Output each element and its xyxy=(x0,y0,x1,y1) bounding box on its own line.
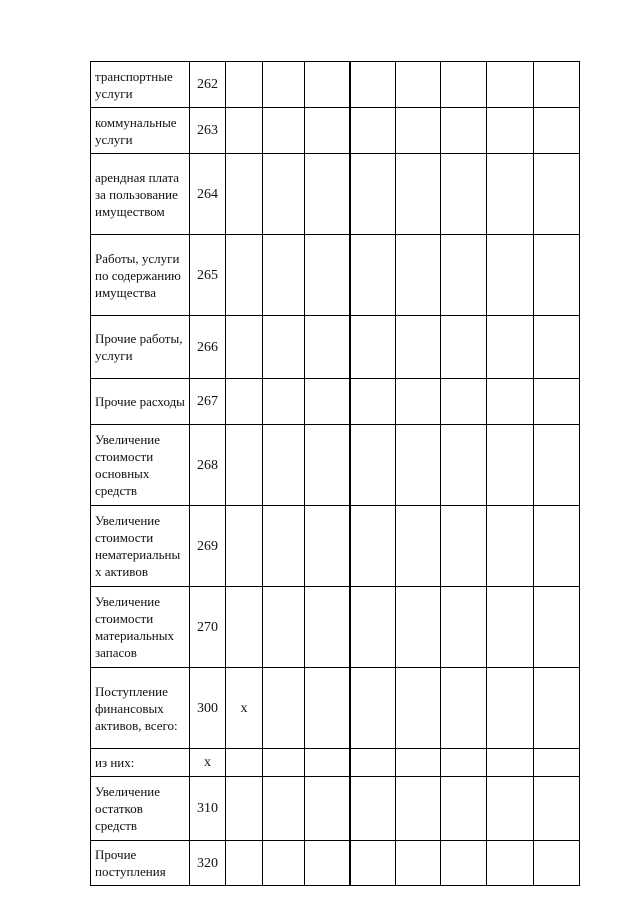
value-cell xyxy=(263,841,305,886)
value-cell xyxy=(441,506,487,587)
row-code-cell: 269 xyxy=(190,506,226,587)
value-cell xyxy=(305,587,350,668)
value-cell xyxy=(487,749,534,777)
value-cell xyxy=(396,587,441,668)
value-cell xyxy=(487,316,534,379)
value-cell xyxy=(441,777,487,841)
table-row xyxy=(91,749,580,777)
value-cell xyxy=(441,62,487,108)
value-cell xyxy=(396,425,441,506)
value-cell xyxy=(305,379,350,425)
value-cell xyxy=(263,668,305,749)
table-row xyxy=(91,316,580,379)
value-cell xyxy=(534,316,580,379)
value-cell xyxy=(263,235,305,316)
value-cell xyxy=(441,235,487,316)
value-cell xyxy=(396,62,441,108)
value-cell xyxy=(263,379,305,425)
value-cell xyxy=(263,62,305,108)
value-cell xyxy=(226,777,263,841)
row-name-cell: Поступление финансовых активов, всего: xyxy=(91,668,190,749)
budget-table xyxy=(90,61,580,886)
value-cell xyxy=(226,379,263,425)
value-cell xyxy=(487,379,534,425)
row-code-cell: 262 xyxy=(190,62,226,108)
table-row xyxy=(91,506,580,587)
value-cell xyxy=(305,777,350,841)
value-cell xyxy=(534,749,580,777)
value-cell xyxy=(226,425,263,506)
table-row xyxy=(91,62,580,108)
value-cell xyxy=(263,108,305,154)
value-cell xyxy=(396,777,441,841)
row-name-cell: коммунальные услуги xyxy=(91,108,190,154)
row-name-cell: Увеличение стоимости материальных запасов xyxy=(91,587,190,668)
value-cell xyxy=(396,154,441,235)
value-cell xyxy=(305,668,350,749)
value-cell xyxy=(350,235,396,316)
value-cell xyxy=(534,587,580,668)
value-cell xyxy=(226,587,263,668)
table-row xyxy=(91,154,580,235)
value-cell xyxy=(487,668,534,749)
value-cell xyxy=(226,108,263,154)
table-row xyxy=(91,235,580,316)
value-cell xyxy=(441,154,487,235)
value-cell xyxy=(305,841,350,886)
value-cell xyxy=(534,425,580,506)
value-cell xyxy=(305,235,350,316)
value-cell xyxy=(350,777,396,841)
value-cell xyxy=(263,749,305,777)
row-code-cell: x xyxy=(190,749,226,777)
value-cell xyxy=(350,749,396,777)
row-name-cell: арендная плата за пользование имуществом xyxy=(91,154,190,235)
value-cell xyxy=(487,587,534,668)
table-row xyxy=(91,425,580,506)
value-cell xyxy=(350,62,396,108)
value-cell xyxy=(226,841,263,886)
row-code-cell: 265 xyxy=(190,235,226,316)
table-row xyxy=(91,841,580,886)
value-cell xyxy=(350,841,396,886)
row-code-cell: 300 xyxy=(190,668,226,749)
value-cell xyxy=(305,749,350,777)
value-cell xyxy=(487,425,534,506)
value-cell xyxy=(441,108,487,154)
value-cell xyxy=(396,316,441,379)
value-cell xyxy=(226,506,263,587)
value-cell xyxy=(396,841,441,886)
value-cell xyxy=(396,235,441,316)
row-code-cell: 267 xyxy=(190,379,226,425)
value-cell xyxy=(441,749,487,777)
value-cell xyxy=(487,841,534,886)
value-cell xyxy=(396,668,441,749)
row-code-cell: 268 xyxy=(190,425,226,506)
row-name-cell: Увеличение стоимости нематериальных активов xyxy=(91,506,190,587)
value-cell xyxy=(226,62,263,108)
value-cell xyxy=(534,668,580,749)
table-row xyxy=(91,587,580,668)
value-cell xyxy=(396,379,441,425)
row-name-cell: Прочие расходы xyxy=(91,379,190,425)
value-cell xyxy=(396,749,441,777)
value-cell xyxy=(350,316,396,379)
value-cell xyxy=(441,668,487,749)
value-cell xyxy=(534,506,580,587)
value-cell xyxy=(441,587,487,668)
value-cell xyxy=(350,506,396,587)
value-cell xyxy=(441,379,487,425)
value-cell xyxy=(305,108,350,154)
row-name-cell: из них: xyxy=(91,749,190,777)
table-row xyxy=(91,379,580,425)
row-name-cell: Увеличение стоимости основных средств xyxy=(91,425,190,506)
value-cell xyxy=(441,841,487,886)
value-cell xyxy=(441,425,487,506)
value-cell xyxy=(305,62,350,108)
value-cell xyxy=(226,235,263,316)
value-cell xyxy=(350,668,396,749)
value-cell xyxy=(534,777,580,841)
value-cell xyxy=(534,235,580,316)
value-cell xyxy=(534,108,580,154)
value-cell xyxy=(487,108,534,154)
value-cell: x xyxy=(226,668,263,749)
table-row xyxy=(91,777,580,841)
value-cell xyxy=(487,777,534,841)
value-cell xyxy=(350,425,396,506)
value-cell xyxy=(226,316,263,379)
value-cell xyxy=(534,379,580,425)
value-cell xyxy=(350,379,396,425)
row-name-cell: Увеличение остатков средств xyxy=(91,777,190,841)
value-cell xyxy=(534,62,580,108)
table-row xyxy=(91,668,580,749)
table-row xyxy=(91,108,580,154)
table-body xyxy=(91,62,580,886)
value-cell xyxy=(263,506,305,587)
row-code-cell: 270 xyxy=(190,587,226,668)
value-cell xyxy=(263,587,305,668)
value-cell xyxy=(305,316,350,379)
row-code-cell: 263 xyxy=(190,108,226,154)
value-cell xyxy=(305,506,350,587)
row-name-cell: Прочие поступления xyxy=(91,841,190,886)
value-cell xyxy=(534,841,580,886)
value-cell xyxy=(350,154,396,235)
value-cell xyxy=(396,506,441,587)
value-cell xyxy=(263,425,305,506)
row-name-cell: Работы, услуги по содержанию имущества xyxy=(91,235,190,316)
value-cell xyxy=(226,749,263,777)
value-cell xyxy=(441,316,487,379)
value-cell xyxy=(534,154,580,235)
value-cell xyxy=(487,506,534,587)
value-cell xyxy=(396,108,441,154)
value-cell xyxy=(263,316,305,379)
value-cell xyxy=(487,154,534,235)
row-code-cell: 266 xyxy=(190,316,226,379)
row-code-cell: 264 xyxy=(190,154,226,235)
row-name-cell: Прочие работы, услуги xyxy=(91,316,190,379)
row-code-cell: 310 xyxy=(190,777,226,841)
value-cell xyxy=(350,108,396,154)
row-code-cell: 320 xyxy=(190,841,226,886)
value-cell xyxy=(487,62,534,108)
row-name-cell: транспортные услуги xyxy=(91,62,190,108)
value-cell xyxy=(350,587,396,668)
value-cell xyxy=(263,777,305,841)
value-cell xyxy=(305,154,350,235)
value-cell xyxy=(305,425,350,506)
value-cell xyxy=(263,154,305,235)
value-cell xyxy=(487,235,534,316)
value-cell xyxy=(226,154,263,235)
